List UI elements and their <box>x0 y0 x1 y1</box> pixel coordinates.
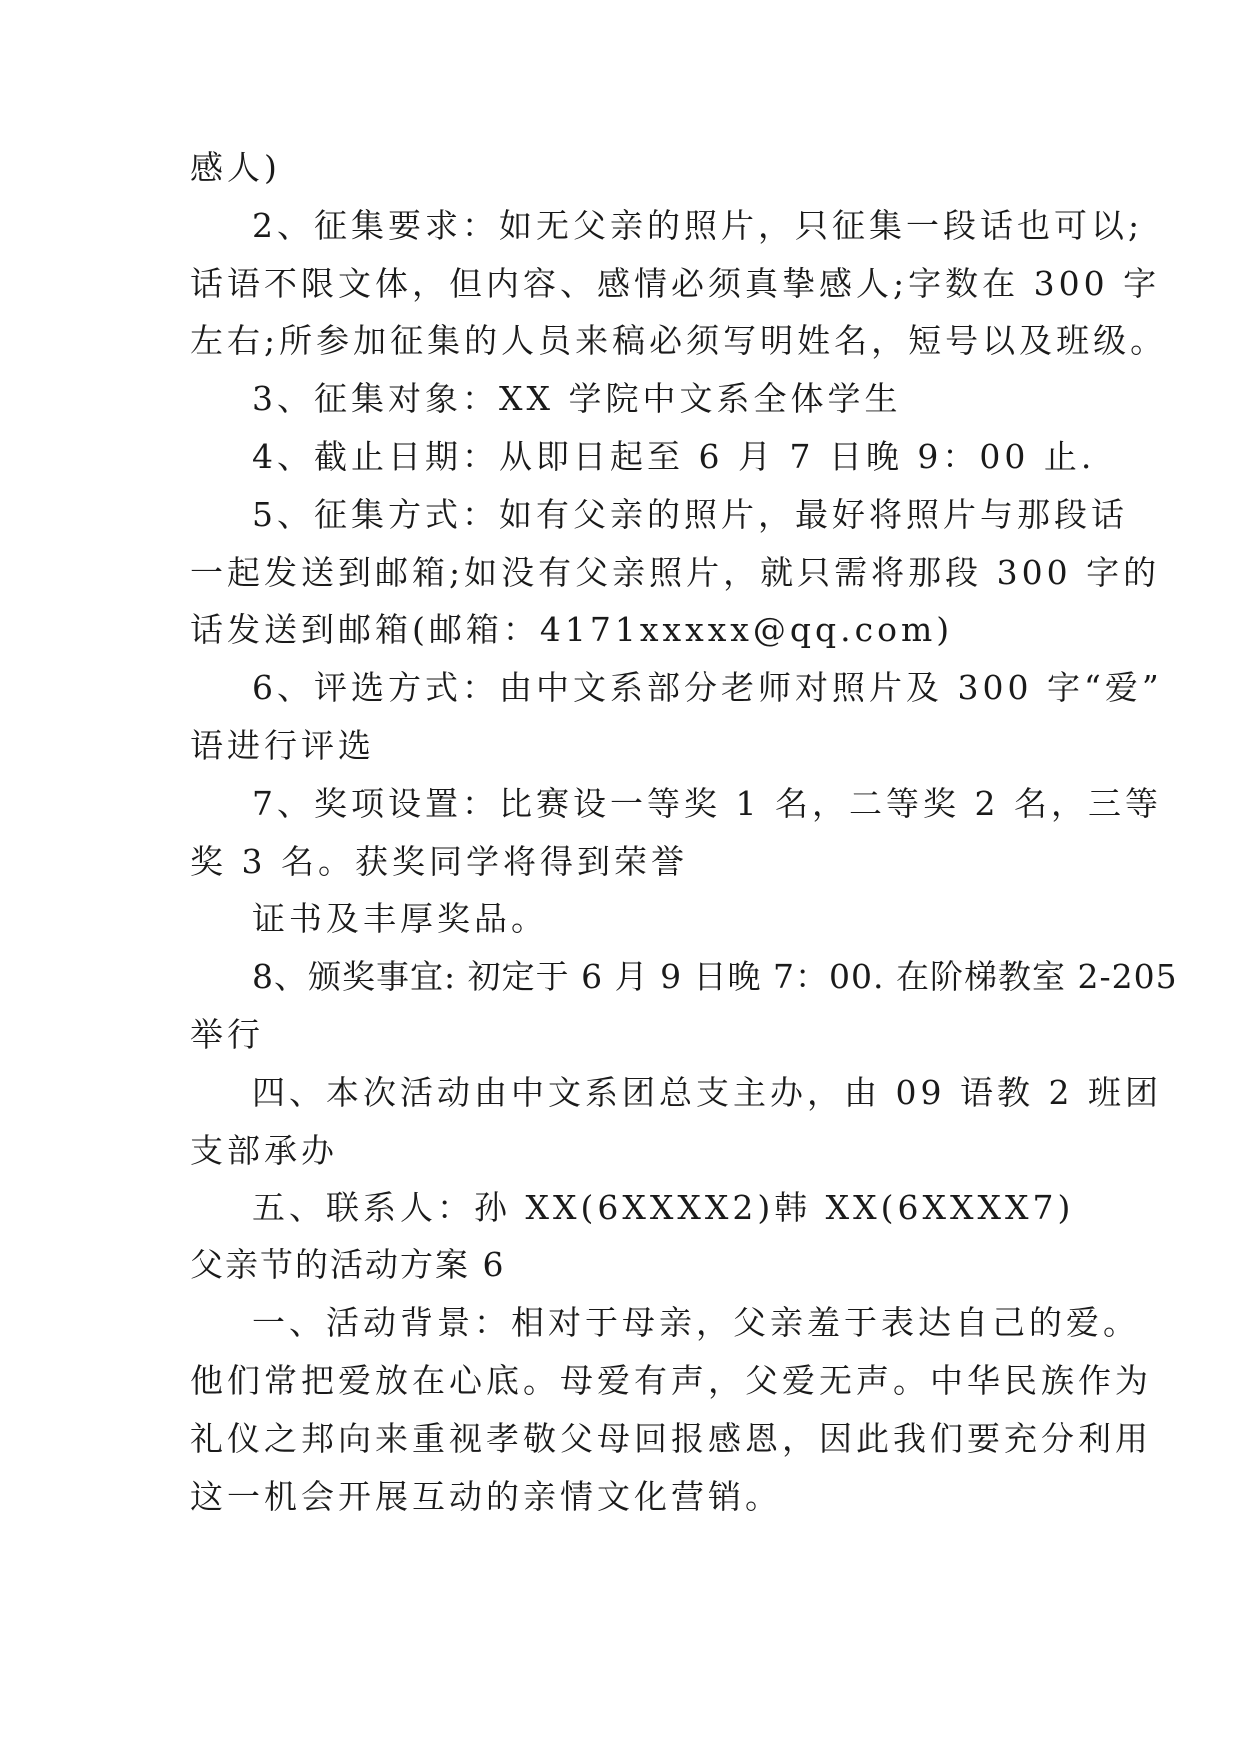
section-heading: 父亲节的活动方案 6 <box>190 1245 506 1284</box>
text-line: 这一机会开展互动的亲情文化营销。 <box>190 1477 782 1516</box>
text-line: 语进行评选 <box>190 726 375 765</box>
text-line: 感人) <box>190 148 281 187</box>
text-line: 2、征集要求：如无父亲的照片，只征集一段话也可以; <box>252 206 1144 245</box>
text-line: 话发送到邮箱(邮箱：4171xxxxx@qq.com) <box>190 610 954 649</box>
text-line: 一起发送到邮箱;如没有父亲照片，就只需将那段 300 字的 <box>190 553 1161 592</box>
text-line: 他们常把爱放在心底。母爱有声，父爱无声。中华民族作为 <box>190 1361 1152 1400</box>
text-line: 7、奖项设置：比赛设一等奖 1 名，二等奖 2 名，三等 <box>252 784 1162 823</box>
text-line: 5、征集方式：如有父亲的照片，最好将照片与那段话 <box>252 495 1128 534</box>
text-line: 8、颁奖事宜: 初定于 6 月 9 日晚 7：00. 在阶梯教室 2-205 <box>252 957 1178 996</box>
text-line: 五、联系人：孙 XX(6XXXX2)韩 XX(6XXXX7) <box>252 1188 1075 1227</box>
text-line: 4、截止日期：从即日起至 6 月 7 日晚 9：00 止. <box>252 437 1096 476</box>
text-line: 话语不限文体，但内容、感情必须真挚感人;字数在 300 字 <box>190 264 1161 303</box>
text-line: 四、本次活动由中文系团总支主办，由 09 语教 2 班团 <box>252 1073 1162 1112</box>
text-line: 支部承办 <box>190 1131 338 1170</box>
text-line: 举行 <box>190 1015 264 1054</box>
text-line: 一、活动背景：相对于母亲，父亲羞于表达自己的爱。 <box>252 1303 1140 1342</box>
text-line: 奖 3 名。获奖同学将得到荣誉 <box>190 842 688 881</box>
text-line: 证书及丰厚奖品。 <box>252 899 548 938</box>
text-line: 左右;所参加征集的人员来稿必须写明姓名，短号以及班级。 <box>190 321 1168 360</box>
text-line: 6、评选方式：由中文系部分老师对照片及 300 字“爱” <box>252 668 1163 707</box>
text-line: 3、征集对象：XX 学院中文系全体学生 <box>252 379 902 418</box>
text-line: 礼仪之邦向来重视孝敬父母回报感恩，因此我们要充分利用 <box>190 1419 1152 1458</box>
